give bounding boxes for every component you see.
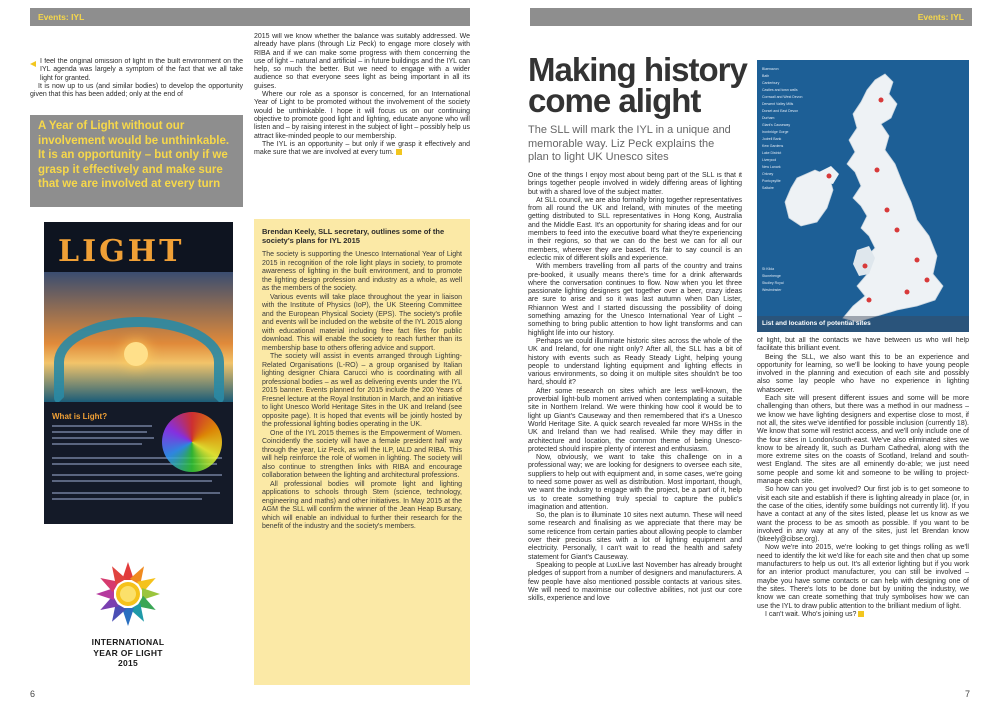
pull-quote: A Year of Light without our involvement would be unthinkable. It is an opportunity – but only if we grasp it effectively and make sure that we are involved at every turn: [30, 115, 243, 207]
page-number: 6: [30, 689, 36, 699]
map-legend-item: Orkney: [762, 172, 774, 176]
paragraph: Speaking to people at LuxLive last November has already brought pledges of support from a number of designers and manufacturers. A few people have also mentioned possible contacts at various sites. We will need to maximise our collective abilities, not just our core skills, experience and love: [528, 561, 742, 603]
paragraph: [757, 611, 969, 619]
poster-text-line: [52, 431, 147, 433]
paragraph: At SLL council, we are also formally bring together representatives from all round the UK and Ireland, with minutes of the meeting getting distributed to SLL representatives in Hong Kong, Australia and the Middle East. It's an opportunity for sharing ideas and for our members to feed into the executive board what they're experiencing in their regions, so that we can do the best we can for all our members, wherever they are based. It's fair to say council is an eclectic mix of different skills and experience.: [528, 196, 742, 262]
poster-sun-icon: [124, 342, 148, 366]
poster-text-line: [52, 437, 154, 439]
article-standfirst: The SLL will mark the IYL in a unique and memorable way. Liz Peck explains the plan to light UK Unesco sites: [528, 124, 731, 163]
map-legend-item: Pontcysyllte: [762, 179, 781, 183]
paragraph: Each site will present different issues and some will be more challenging than others, but there was a method in our madness – we know we have lighting designers and expertise close to most, if not all, the sites we've identified for possible inclusion (currently 18). We know that some will restrict access, and we'll only include one of the four sites in London/south-east. We've also eliminated sites we know to be already lit, such as Durham Cathedral, along with the more extreme sites on the coasts of Scotland, Ireland and south-west England. The sites are all eminently do-able; we just need some people and some kit and someone to be willing to project-manage each site.: [757, 395, 969, 486]
left-column-2: [254, 33, 470, 213]
poster-text-line: [52, 480, 212, 482]
paragraph-text: I can't wait. Who's joining us?: [765, 610, 857, 618]
map-legend-item: Stonehenge: [762, 274, 781, 278]
paragraph: The society is supporting the Unesco International Year of Light 2015 in recognition of the role light plays in society, to promote awareness of lighting in the built environment, and to promote the lighting design profession and industry as a whole, as well as the members of the society.: [262, 251, 462, 292]
paragraph: Where our role as a sponsor is concerned, for an International Year of Light to be promoted without the involvement of the society would be unthinkable. I hope it will focus us on our continuing objective to promote good light and lighting, educate anyone who will listen and – by raising interest in the subject of light – possibly help us attract like-minded people to our membership.: [254, 91, 470, 140]
map-legend: [762, 66, 812, 192]
right-column-2: [757, 337, 969, 692]
map-legend-item: Studley Royal: [762, 281, 784, 285]
paragraph: With members travelling from all parts of the country and trains pre-booked, it usually means there's time for a drink afterwards where the conversation continues to flow. Now when you let three passionate lighting designers get together over a beer, crazy ideas are sure to arise and so it was last autumn when Dan Lister, Rhiannon West and I started discussing the possibility of doing something amazing for the Unesco International Year of Light – something to bring public attention to how light transforms and can highlight life into our history.: [528, 263, 742, 337]
uk-map-image: [757, 60, 969, 332]
map-legend-item: Westminster: [762, 288, 782, 292]
iyl-poster-image: [44, 222, 233, 524]
poster-spectrum-wheel: [162, 412, 222, 472]
paragraph: It is now up to us (and similar bodies) to develop the opportunity given that this has been added; only at the end of: [30, 82, 243, 99]
map-legend-item: Liverpool: [762, 158, 777, 162]
iyl-logo-text: [58, 637, 198, 669]
map-legend-item: St Kilda: [762, 267, 775, 271]
map-legend-item: Canterbury: [762, 81, 780, 85]
left-column-1: [30, 58, 243, 114]
paragraph: The society will assist in events arranged through Lighting-Related Organisations (L-RO) – a group organised by Italian lighting designer Chiara Carucci who is coordinating with all professional bodies – as well as delivering events under the IYL 2015 banner. Events planned for 2015 include the 200 Years of Fresnel lecture at the Royal Institution in March, and an initiative to light Unesco World Heritage Sites in the UK and Ireland (see opposite page). It is hoped that events will be jointly hosted by the professional lighting bodies operating in the UK.: [262, 353, 462, 428]
end-mark-icon: [858, 611, 864, 617]
map-legend-item: Blaenavon: [762, 67, 779, 71]
paragraph: Now, obviously, we want to take this challenge on in a professional way; we are looking for designers to oversee each site, suppliers to help out with equipment and, in some cases, we're going to need some power as well as distribution. Most important, though, we want the industry to engage with the project, be a part of it, help us to create something truly special to capture the public's imagination and attention.: [528, 454, 742, 511]
iyl-logo-line: INTERNATIONAL: [91, 637, 165, 647]
paragraph: I feel the original omission of light in the built environment on the IYL agenda was largely a symptom of the fact that we all take light for granted.: [40, 58, 243, 82]
page-number: 7: [964, 689, 970, 699]
section-header: Events: IYL: [30, 8, 470, 26]
sidebar-box: [254, 219, 470, 685]
poster-text-line: [52, 498, 202, 500]
paragraph: So, the plan is to illuminate 10 sites next autumn. These will need some research and finalising as we appreciate that there may be some reticence from certain parties about allowing people to clamber over their precious sites with a lot of lighting equipment and electricity. Personally, I can't wait to read the health and safety statement for Giant's Causeway.: [528, 512, 742, 561]
paragraph: Now we're into 2015, we're looking to get things rolling as we'll need to identify the kit we'd like for each site and then chat up some manufacturers to help us out. It's all exterior lighting but if you work for an interior product manufacturer, you can still be involved – maybe you have some contacts or can help with designing one of the sites. There's lots to be done but by uniting the industry, we know we can create something that truly symbolises how we can use the IYL to draw public attention to the brilliant medium of light.: [757, 544, 969, 610]
map-legend-item: New Lanark: [762, 165, 781, 169]
poster-title: LIGHT: [58, 234, 185, 269]
poster-text-line: [52, 474, 222, 476]
article-headline: Making history come alight: [528, 51, 747, 119]
map-caption: List and locations of potential sites: [757, 316, 969, 332]
paragraph: [254, 141, 470, 158]
map-legend-item: Dorset and East Devon: [762, 109, 799, 113]
iyl-logo-icon: [94, 560, 162, 628]
poster-heading: What is Light?: [52, 412, 108, 421]
right-column-1: [528, 172, 742, 692]
paragraph: Perhaps we could illuminate historic sites across the whole of the UK and Ireland, for one night only? After all, the SLL has a bit of history with events such as Ready Steady Light, helping young people to understand lighting equipment and lighting effects in various environments, so doing it on multiple sites shouldn't be too hard, should it?: [528, 337, 742, 387]
poster-text-line: [52, 425, 152, 427]
paragraph: So how can you get involved? Our first job is to get someone to visit each site and establish if there is lighting already in place (or, in the case of the cities, identify some buildings not currently lit). If you have a contact at any of the sites listed, please let us know as we want the process to be as smooth as possible. If you want to be involved in any way at any of the sites, just let Brendan know (bkeely@cibse.org).: [757, 486, 969, 544]
section-header: Events: IYL: [530, 8, 972, 26]
map-legend-item: Ironbridge Gorge: [762, 130, 789, 134]
sidebar-intro: Brendan Keely, SLL secretary, outlines some of the society's plans for IYL 2015: [262, 227, 445, 245]
poster-text-line: [52, 443, 142, 445]
map-legend-item: Derwent Valley Mills: [762, 102, 794, 106]
map-legend-item: Cornwall and West Devon: [762, 95, 803, 99]
map-legend-item: Durham: [762, 116, 775, 120]
sidebar-body: [262, 251, 462, 532]
left-page: [0, 0, 498, 707]
paragraph: 2015 will we know whether the balance was suitably addressed. We already have plans (through Liz Peck) to engage more closely with RIBA and if we can make some progress with them concerning the use of light – natural and artificial – in future buildings and the IYL can help, so much the better. But we need to engage with a wider audience so that everyone sees light as being important in all its guises.: [254, 33, 470, 90]
iyl-logo-line: 2015: [117, 658, 139, 668]
map-legend-item: Bath: [762, 74, 770, 78]
map-legend-item: Kew Gardens: [762, 144, 784, 148]
paragraph-text: The IYL is an opportunity – but only if we grasp it effectively and make sure that we are involved at every turn.: [254, 140, 470, 157]
map-legend-item: Castles and town walls: [762, 88, 798, 92]
map-legend-item: Saltaire: [762, 186, 774, 190]
paragraph: Being the SLL, we also want this to be an experience and opportunity for learning, so we'll be looking to have young people involved in the planning and execution of each site and possibly also some lay people who have no experience in lighting whatsoever.: [757, 353, 969, 394]
end-mark-icon: [396, 149, 402, 155]
paragraph: One of the things I enjoy most about being part of the SLL is that it brings together people involved in widely differing areas of lighting but with a shared love of the subject matter.: [528, 172, 742, 196]
paragraph: After some research on sites which are less well-known, the proverbial light-bulb moment arrived when contemplating a suitable site in Northern Ireland. We were thinking how cool it would be to light up Giant's Causeway and then remembered that it's a Unesco World Heritage Site. A quick search revealed far more WHSs in the UK and Ireland than we had realised. While they may differ in architecture and location, the common theme of being Unesco-protected should inspire plenty of interest and enthusiasm.: [528, 387, 742, 453]
paragraph: of light, but all the contacts we have between us who will help facilitate this brilliant event.: [757, 337, 969, 353]
map-legend-item: Giant's Causeway: [762, 123, 791, 127]
paragraph: All professional bodies will promote light and lighting applications to schools through Stem (science, technology, engineering and maths) and other initiatives. In May 2015 at the AGM the SLL will confirm the winner of the Jean Heap Bursary, which will enable an individual to further their research for the benefit of the industry and the society's members.: [262, 480, 462, 530]
paragraph: One of the IYL 2015 themes is the Empowerment of Women. Coincidently the society will have a female president half way through the year, Liz Peck, as will the ILP, IALD and RIBA. This will help reinforce the role of women in lighting. The society will also continue to strengthen links with RIBA and encourage collaboration between the lighting and architectural professions.: [262, 429, 462, 479]
map-legend-lower: [762, 266, 812, 294]
map-legend-item: Lake District: [762, 151, 782, 155]
paragraph: Various events will take place throughout the year in liaison with the Institute of Physics (IoP), the UK Steering Committee and the European Physical Society (EPS). The society's profile and events will be included on the website of the IYL 2015 along with educational material including free fact files for public download. This will enable the society to reach further than its membership base to others offering advice and support.: [262, 293, 462, 352]
map-legend-item: Jodrell Bank: [762, 137, 782, 141]
poster-text-line: [52, 492, 220, 494]
iyl-logo-line: YEAR OF LIGHT: [93, 647, 163, 658]
